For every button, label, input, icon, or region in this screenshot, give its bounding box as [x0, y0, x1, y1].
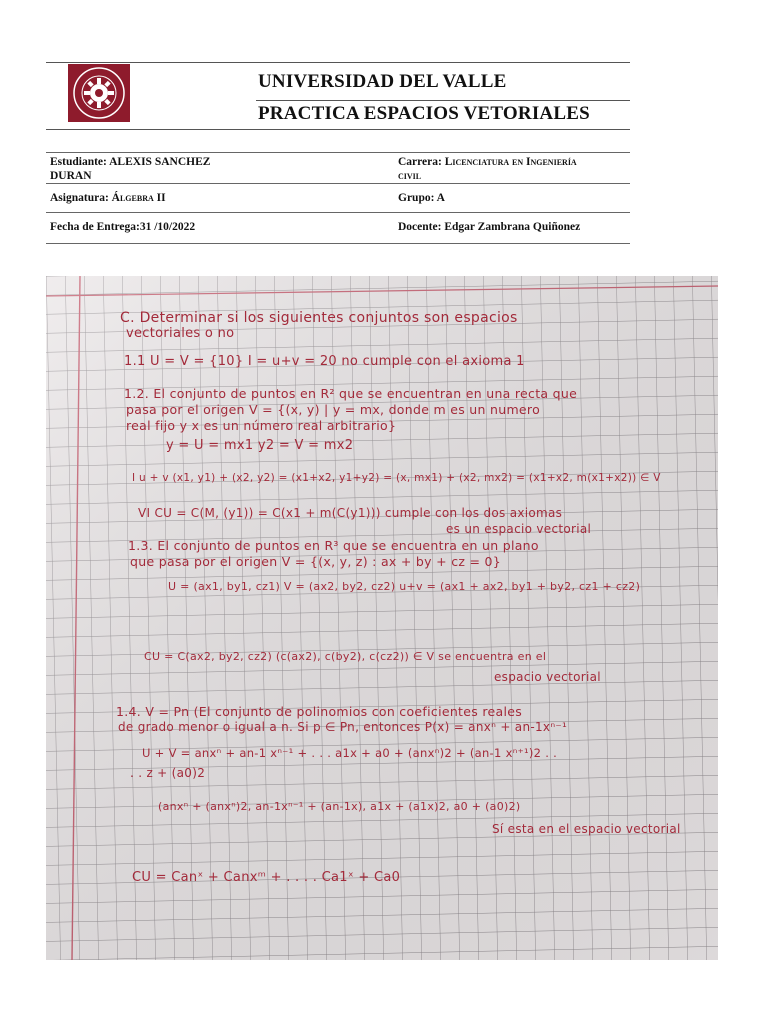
- note-line-3: 1.1 U = V = {10} I = u+v = 20 no cumple con el axioma 1: [124, 354, 525, 369]
- teacher-cell: [398, 221, 580, 233]
- note-line-6: real fijo y x es un número real arbitrario}: [126, 418, 397, 433]
- note-line-18: U + V = anxⁿ + an-1 xⁿ⁻¹ + . . . a1x + a0 + (anxⁿ)2 + (an-1 xⁿ⁺¹)2 . .: [142, 746, 558, 760]
- info-row-date: [46, 212, 630, 244]
- subject-label: Asignatura:: [50, 192, 109, 204]
- document-header: [46, 62, 630, 130]
- note-line-7: y = U = mx1 y2 = V = mx2: [166, 438, 354, 453]
- career-label: Carrera:: [398, 156, 442, 168]
- career-value: Licenciatura en Ingeniería civil: [398, 156, 577, 182]
- header-divider: [256, 100, 630, 101]
- note-line-4: 1.2. El conjunto de puntos en R² que se encuentran en una recta que: [124, 386, 578, 401]
- subject-value: Álgebra II: [111, 192, 166, 204]
- note-line-5: pasa por el origen V = {(x, y) | y = mx, donde m es un numero: [126, 402, 541, 417]
- info-row-student: [46, 152, 630, 183]
- date-cell: [50, 221, 195, 233]
- teacher-label: Docente:: [398, 221, 442, 233]
- student-label: Estudiante:: [50, 156, 107, 168]
- university-name: UNIVERSIDAD DEL VALLE: [258, 71, 507, 92]
- group-value: A: [436, 192, 445, 204]
- teacher-value: Edgar Zambrana Quiñonez: [444, 221, 581, 233]
- career-cell: [398, 155, 598, 183]
- university-logo: [68, 64, 130, 122]
- note-line-12: que pasa por el origen V = {(x, y, z) : ax + by + cz = 0}: [130, 554, 502, 569]
- date-value: 31 /10/2022: [139, 221, 196, 233]
- note-line-17: de grado menor o igual a n. Si p ∈ Pn, entonces P(x) = anxⁿ + an-1xⁿ⁻¹: [118, 720, 568, 734]
- note-line-2: vectoriales o no: [126, 326, 235, 341]
- note-line-15: espacio vectorial: [494, 670, 601, 684]
- note-line-8: I u + v (x1, y1) + (x2, y2) = (x1+x2, y1+y2) = (x, mx1) + (x2, mx2) = (x1+x2, m(x1+x2)) ∈ V: [132, 472, 661, 484]
- subject-cell: [50, 192, 166, 204]
- note-line-11: 1.3. El conjunto de puntos en R³ que se encuentra en un plano: [128, 538, 539, 553]
- note-line-21: Sí esta en el espacio vectorial: [492, 822, 681, 836]
- note-line-22: CU = Canˣ + Canxᵐ + . . . . Ca1ˣ + Ca0: [132, 870, 401, 885]
- note-line-16: 1.4. V = Pn (El conjunto de polinomios con coeficientes reales: [116, 704, 523, 719]
- group-cell: [398, 192, 445, 204]
- student-cell: [50, 155, 250, 183]
- date-label: Fecha de Entrega:: [50, 221, 140, 233]
- info-row-subject: [46, 183, 630, 212]
- note-line-19: . . z + (a0)2: [130, 766, 206, 780]
- grid-paper: [46, 276, 718, 960]
- note-line-10: es un espacio vectorial: [446, 522, 592, 536]
- document-title: PRACTICA ESPACIOS VETORIALES: [258, 103, 590, 124]
- note-line-1: C. Determinar si los siguientes conjuntos son espacios: [120, 310, 518, 326]
- university-seal-gear-icon: [72, 66, 126, 120]
- notebook-photo: [46, 276, 718, 960]
- note-line-20: (anxⁿ + (anxⁿ)2, an-1xⁿ⁻¹ + (an-1x), a1x + (a1x)2, a0 + (a0)2): [158, 800, 521, 813]
- info-table: [46, 152, 630, 244]
- note-line-9: VI CU = C(M, (y1)) = C(x1 + m(C(y1))) cumple con los dos axiomas: [138, 506, 563, 520]
- note-line-14: CU = C(ax2, by2, cz2) (c(ax2), c(by2), c(cz2)) ∈ V se encuentra en el: [144, 650, 547, 663]
- note-line-13: U = (ax1, by1, cz1) V = (ax2, by2, cz2) u+v = (ax1 + ax2, by1 + by2, cz1 + cz2): [168, 580, 641, 593]
- student-value: ALEXIS SANCHEZ DURAN: [50, 156, 211, 182]
- group-label: Grupo:: [398, 192, 435, 204]
